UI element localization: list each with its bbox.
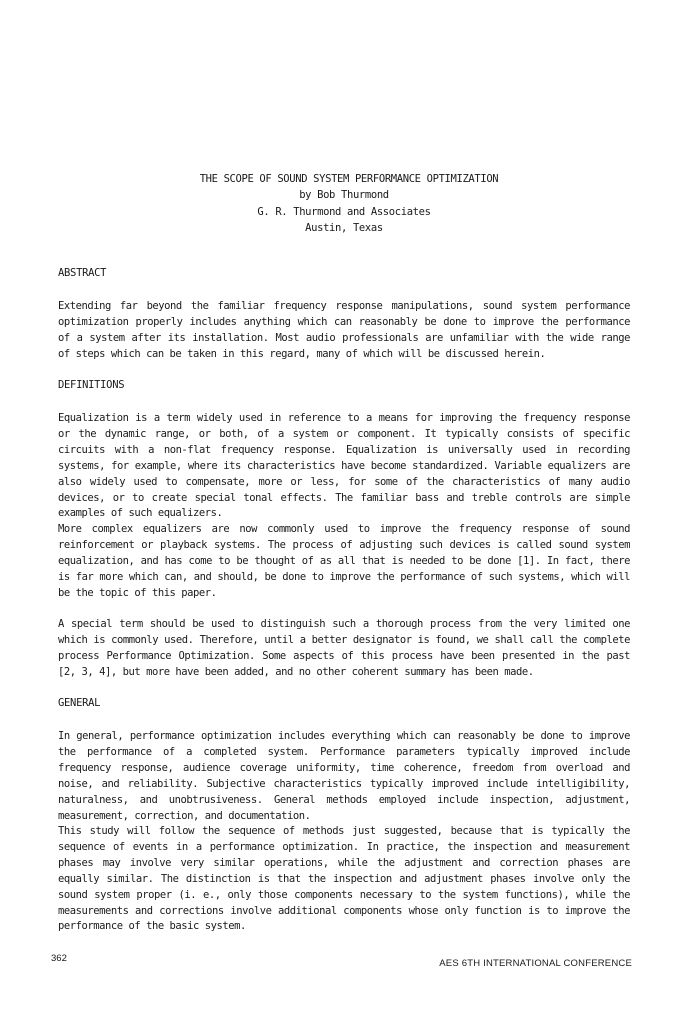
paper-affiliation: G. R. Thurmond and Associates (257, 205, 431, 218)
conference-name: AES 6TH INTERNATIONAL CONFERENCE (439, 958, 632, 969)
definitions-paragraph-2: More complex equalizers are now commonly used to improve the frequency response of sound reinforcement or playback systems. The process of adjusting such devices is called sound system equalization, and has come to be thought of as all that is needed to be done [1]. In fact, there is far more which can, and should, be done to improve the performance of such systems, which will be the topic of this paper. (58, 523, 630, 599)
definitions-heading: DEFINITIONS (58, 379, 125, 391)
general-paragraph-2: This study will follow the sequence of methods just suggested, because that is typically the sequence of events in a performance optimization. In practice, the inspection and measurement phases may involve very similar operations, while the adjustment and correction phases are equally similar. The distinction is that the inspection and adjustment phases involve only the sound system proper (i. e., only those components necessary to the system functions), while the measurements and corrections involve additional components whose only function is to improve the performance of the basic system. (58, 825, 630, 933)
definitions-paragraph-3: A special term should be used to distinguish such a thorough process from the very limited one which is commonly used. Therefore, until a better designator is found, we shall call the complete process Performance Optimization. Some aspects of this process have been presented in the past [2, 3, 4], but more have been added, and no other coherent summary has been made. (58, 618, 630, 678)
general-paragraph-1: In general, performance optimization includes everything which can reasonably be done to improve the performance of a completed system. Performance parameters typically improved include frequency response, audience coverage uniformity, time coherence, freedom from overload and noise, and reliability. Subjective characteristics typically improved include intelligibility, naturalness, and unobtrusiveness. General methods employed include inspection, adjustment, measurement, correction, and documentation. (58, 730, 630, 822)
title-block (0, 171, 688, 236)
paper-location: Austin, Texas (305, 221, 383, 234)
abstract-paragraph: Extending far beyond the familiar frequency response manipulations, sound system performance optimization properly includes anything which can reasonably be done to improve the performance of a system after its installation. Most audio professionals are unfamiliar with the wide range of steps which can be taken in this regard, many of which will be discussed herein. (58, 300, 630, 360)
definitions-paragraph-1: Equalization is a term widely used in reference to a means for improving the frequency response or the dynamic range, or both, of a system or component. It typically consists of specific circuits with a non-flat frequency response. Equalization is universally used in recording systems, for example, where its characteristics have become standardized. Variable equalizers are also widely used to compensate, more or less, for some of the characteristics of many audio devices, or to create special tonal effects. The familiar bass and treble controls are simple examples of such equalizers. (58, 412, 630, 520)
general-heading: GENERAL (58, 697, 101, 709)
page-number: 362 (51, 953, 67, 964)
paper-author: by Bob Thurmond (299, 189, 389, 202)
paper-title: THE SCOPE OF SOUND SYSTEM PERFORMANCE OPTIMIZATION (199, 173, 499, 185)
abstract-heading: ABSTRACT (58, 267, 107, 279)
